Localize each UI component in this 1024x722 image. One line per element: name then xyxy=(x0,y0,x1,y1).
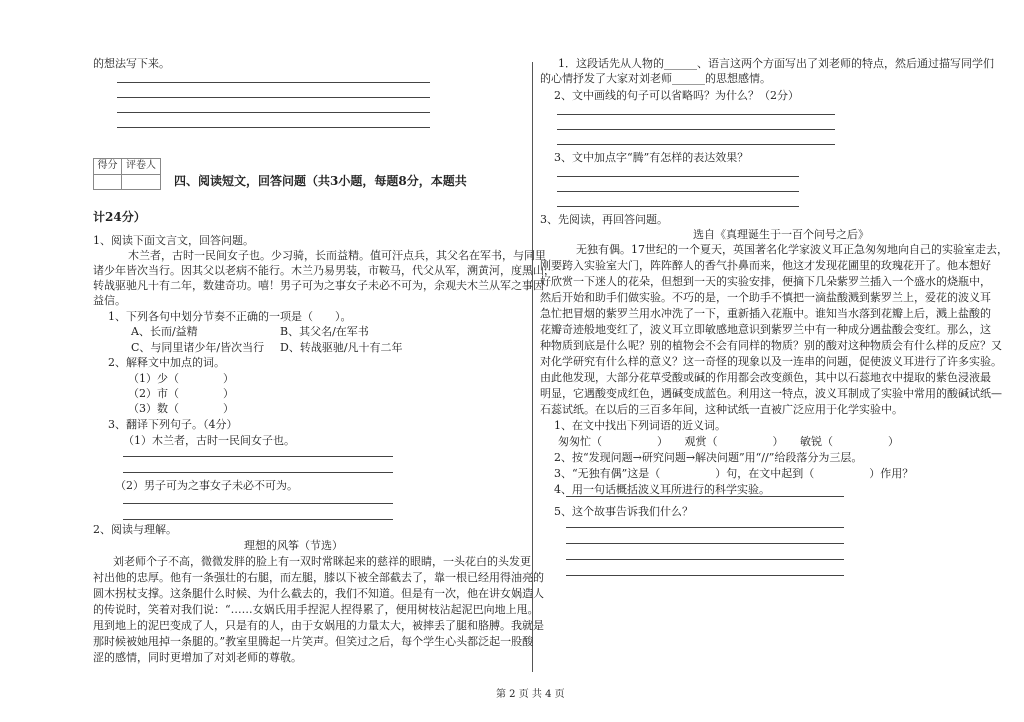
q3-sub2: 2、按“发现问题→研究问题→解决问题”用“//”给段落分为三层。 xyxy=(554,451,863,464)
q2-passage-line: 那时候被她甩掉一条腿的。”教室里腾起一片笑声。但笑过之后，每个学生心头都泛起一股酸 xyxy=(93,635,534,648)
trans-1: （1）木兰者，古时一民间女子也。 xyxy=(123,434,295,447)
q1-intro: 1、阅读下面文言文，回答问题。 xyxy=(93,234,254,247)
q2-passage-line: 刘老师个子不高，微微发胖的脸上有一双时常眯起来的慈祥的眼睛，一头花白的头发更 xyxy=(113,555,531,568)
answer-line xyxy=(117,112,430,113)
q2-title: 理想的风筝（节选） xyxy=(244,539,343,552)
q2-intro: 2、阅读与理解。 xyxy=(93,523,177,536)
answer-line xyxy=(557,114,835,115)
q1-passage-line: 转战驱驰凡十有二年，数建奇功。嘻！男子可为之事女子未必不可为，余观夫木兰从军之事因 xyxy=(93,279,544,292)
score-label: 得分 xyxy=(97,160,118,171)
answer-line xyxy=(117,97,430,98)
section-title-cont: 计24分） xyxy=(93,210,146,224)
q2-sub3: 3、文中加点字“腾”有怎样的表达效果？ xyxy=(554,151,749,164)
q3-passage-line: 急忙把冒烟的紫罗兰用水冲洗了一下，重新插入花瓶中。谁知当水落到花瓣上后，溅上盐酸的 xyxy=(540,307,991,320)
answer-line xyxy=(557,191,799,192)
answer-line xyxy=(566,543,844,544)
answer-line xyxy=(117,82,430,83)
answer-line xyxy=(123,456,393,457)
q1-passage-line: 益信。 xyxy=(93,294,126,307)
q3-sub5: 5、这个故事告诉我们什么？ xyxy=(554,505,693,518)
score-box xyxy=(93,158,161,190)
q3-passage-line: 刚要跨入实验室大门，阵阵醉人的香气扑鼻而来，他这才发现花圃里的玫瑰花开了。他本想好 xyxy=(540,259,991,272)
word-item: （1）少（ ） xyxy=(128,372,234,385)
word-item: （2）市（ ） xyxy=(128,387,234,400)
q1-sub1: 1、下列各句中划分节奏不正确的一项是（ ）。 xyxy=(108,310,352,323)
option-a: A、长而/益精 xyxy=(131,325,198,338)
q3-passage-line: 明显，它遇酸变成红色，遇碱变成蓝色。利用这一特点，波义耳制成了实验中常用的酸碱试纸— xyxy=(540,387,1002,400)
q2-sub1-line1: 1．这段话先从人物的______、语言这两个方面写出了刘老师的特点，然后通过描写同学们 xyxy=(558,57,994,70)
q2-passage-line: 甩到地上的泥巴变成了人，只是有的人，由于女娲甩的力量太大，被摔丢了腿和胳膊。我就是 xyxy=(93,619,544,632)
answer-line xyxy=(566,575,844,576)
q3-passage-line: 好欣赏一下迷人的花朵，但想到一天的实验安排，便摘下几朵紫罗兰插入一个盛水的烧瓶中， xyxy=(540,275,991,288)
answer-line xyxy=(566,496,844,497)
grader-label: 评卷人 xyxy=(126,160,156,171)
left-top-text: 的想法写下来。 xyxy=(93,57,170,70)
q3-passage-line: 石蕊试纸。在以后的三百多年间，这种试纸一直被广泛应用于化学实验中。 xyxy=(540,403,903,416)
answer-line xyxy=(123,519,393,520)
answer-line xyxy=(557,206,799,207)
answer-line xyxy=(123,503,393,504)
section-title: 四、阅读短文，回答问题（共3小题，每题8分，本题共 xyxy=(174,174,467,188)
q1-sub2: 2、解释文中加点的词。 xyxy=(108,356,225,369)
page-footer: 第 2 页 共 4 页 xyxy=(496,689,565,700)
q3-passage-line: 种物质到底是什么呢？别的植物会不会有同样的物质？别的酸对这种物质会有什么样的反应？又 xyxy=(540,339,1002,352)
answer-line xyxy=(117,127,430,128)
q3-passage-line: 对化学研究有什么样的意义？这一奇怪的现象以及一连串的问题，促使波义耳进行了许多实验。 xyxy=(540,355,1002,368)
q2-passage-line: 圆木拐杖支撑。这条腿什么时候、为什么截去的，我们不知道。但是有一次，他在讲女娲造人 xyxy=(93,587,544,600)
q1-sub3: 3、翻译下列句子。（4分） xyxy=(108,418,238,431)
word-item: （3）数（ ） xyxy=(128,402,234,415)
q2-passage-line: 涩的感情，同时更增加了对刘老师的尊敬。 xyxy=(93,651,302,664)
q3-sub1: 1、在文中找出下列词语的近义词。 xyxy=(554,419,726,432)
q3-title: 选自《真理诞生于一百个问号之后》 xyxy=(693,228,869,241)
trans-2: （2）男子可为之事女子未必不可为。 xyxy=(115,479,298,492)
q3-passage-line: 然后开始和助手们做实验。不巧的是，一个助手不慎把一滴盐酸溅到紫罗兰上，爱花的波义耳 xyxy=(540,291,991,304)
q3-sub3: 3、“无独有偶”这是（ ）句，在文中起到（ ）作用？ xyxy=(554,467,914,480)
q2-passage-line: 衬出他的忠厚。他有一条强壮的右腿，而左腿，膝以下被全部截去了，靠一根已经用得油亮的 xyxy=(93,571,544,584)
q3-passage-line: 无独有偶。17世纪的一个夏天，英国著名化学家波义耳正急匆匆地向自己的实验室走去， xyxy=(576,243,1008,256)
answer-line xyxy=(566,527,844,528)
answer-line xyxy=(557,129,835,130)
q1-passage-line: 木兰者，古时一民间女子也。少习骑，长而益精。值可汗点兵，其父名在军书，与同里 xyxy=(128,249,546,262)
q3-sub4: 4、用一句话概括波义耳所进行的科学实验。 xyxy=(554,483,770,496)
q2-sub2: 2、文中画线的句子可以省略吗？为什么？（2分） xyxy=(554,89,799,102)
answer-line xyxy=(557,176,799,177)
option-c: C、与同里诸少年/皆次当行 xyxy=(131,341,265,354)
q3-synonyms: 匆匆忙（ ） 观赏（ ） 敏锐（ ） xyxy=(558,435,899,448)
answer-line xyxy=(566,559,844,560)
option-d: D、转战驱驰/凡十有二年 xyxy=(280,341,403,354)
answer-line xyxy=(123,472,393,473)
q3-passage-line: 由此他发现，大部分花草受酸或碱的作用都会改变颜色，其中以石蕊地衣中提取的紫色浸液最 xyxy=(540,371,991,384)
option-b: B、其父名/在军书 xyxy=(280,325,369,338)
q3-intro: 3、先阅读，再回答问题。 xyxy=(540,213,668,226)
q2-sub1-line2: 的心情抒发了大家对刘老师______的思想感情。 xyxy=(540,72,771,85)
q3-passage-line: 花瓣奇迹般地变红了，波义耳立即敏感地意识到紫罗兰中有一种成分遇盐酸会变红。那么，这 xyxy=(540,323,991,336)
q2-passage-line: 的传说时，笑着对我们说：“……女娲氏用手捏泥人捏得累了，便用树枝沾起泥巴向地上甩。 xyxy=(93,603,539,616)
q1-passage-line: 诸少年皆次当行。因其父以老病不能行。木兰乃易男装，市鞍马，代父从军，溯黄河，度黑山， xyxy=(93,264,555,277)
answer-line xyxy=(557,144,835,145)
